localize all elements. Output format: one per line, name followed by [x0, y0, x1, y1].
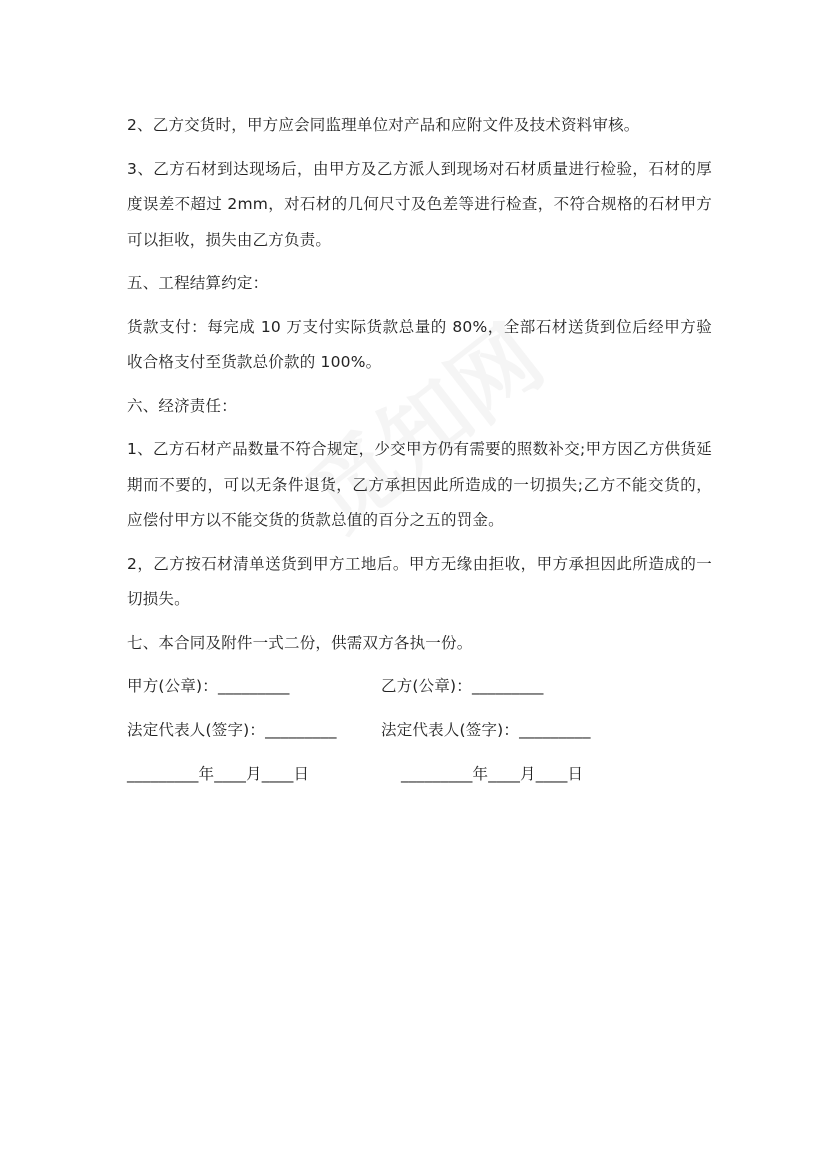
document-body [127, 108, 712, 801]
party-a-representative-line: 法定代表人(签字)：_________ [127, 721, 337, 739]
party-a-seal-line: 甲方(公章)：_________ [127, 677, 290, 695]
signature-row-date [127, 757, 712, 801]
party-b-seal-line: 乙方(公章)：_________ [381, 677, 544, 695]
section-heading-copies: 七、本合同及附件一式二份，供需双方各执一份。 [127, 633, 473, 652]
clause-quality-inspection: 3、乙方石材到达现场后，由甲方及乙方派人到现场对石材质量进行检验，石材的厚度误差不超过 2mm，对石材的几何尺寸及色差等进行检查，不符合规格的石材甲方可以拒收，损失由乙方负责。 [127, 159, 712, 249]
clause-liability-refusal: 2，乙方按石材清单送货到甲方工地后。甲方无缘由拒收，甲方承担因此所造成的一切损失。 [127, 554, 712, 608]
clause-liability-quantity: 1、乙方石材产品数量不符合规定，少交甲方仍有需要的照数补交;甲方因乙方供货延期而不要的，可以无条件退货，乙方承担因此所造成的一切损失;乙方不能交货的，应偿付甲方以不能交货的货款总值的百分之五的罚金。 [127, 440, 712, 529]
party-a-date-line: _________年____月____日 [127, 765, 310, 783]
section-heading-liability: 六、经济责任： [127, 396, 237, 415]
signature-row-representative [127, 713, 712, 757]
clause-payment: 货款支付：每完成 10 万支付实际货款总量的 80%，全部石材送货到位后经甲方验收合格支付至货款总价款的 100%。 [127, 317, 712, 371]
party-b-date-line: _________年____月____日 [401, 765, 584, 783]
signature-row-seal [127, 669, 712, 713]
party-b-representative-line: 法定代表人(签字)：_________ [381, 721, 591, 739]
clause-delivery-review: 2、乙方交货时，甲方应会同监理单位对产品和应附文件及技术资料审核。 [127, 116, 640, 134]
section-heading-settlement: 五、工程结算约定： [127, 274, 269, 292]
